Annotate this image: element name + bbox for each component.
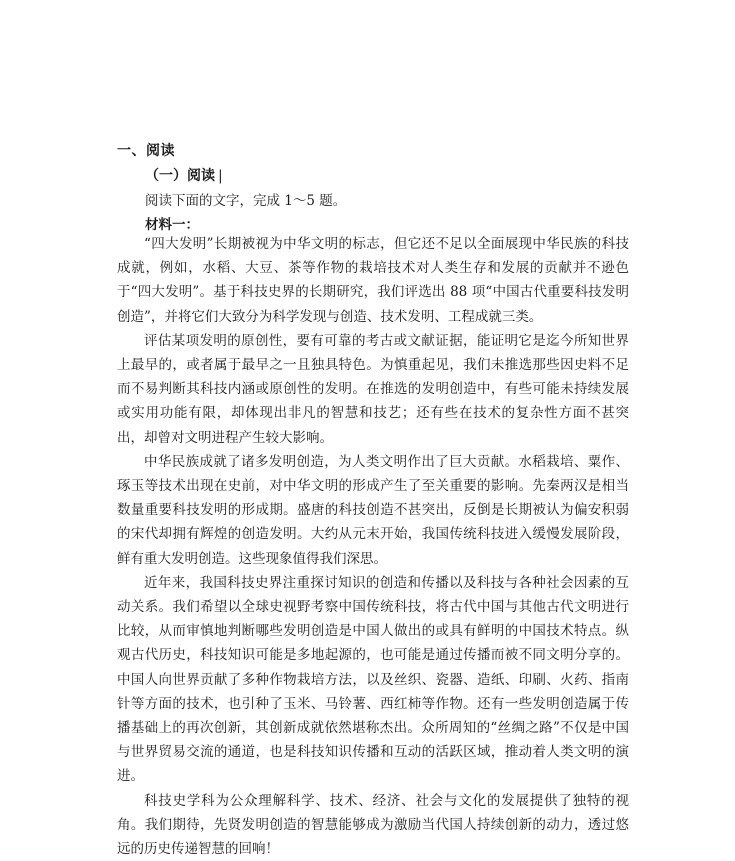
paragraph: 中华民族成就了诸多发明创造，为人类文明作出了巨大贡献。水稻栽培、粟作、琢玉等技术出现在史前，对中华文明的形成产生了至关重要的影响。先秦两汉是相当数量重要科技发明的形成期。盛唐的科技创造不甚突出，反倒是长期被认为偏安积弱的宋代却拥有辉煌的创造发明。大约从元末开始，我国传统科技进入缓慢发展阶段，鲜有重大发明创造。这些现象值得我们深思。 (117, 453, 629, 567)
subsection-title-text: （一）阅读 (145, 168, 215, 184)
paragraph: 近年来，我国科技史界注重探讨知识的创造和传播以及科技与各种社会因素的互动关系。我们希望以全球史视野考察中国传统科技，将古代中国与其他古代文明进行比较，从而审慎地判断哪些发明创造是中国人做出的或具有鲜明的中国技术特点。纵观古代历史，科技知识可能是多地起源的，也可能是通过传播而被不同文明分享的。中国人向世界贡献了多种作物栽培方法，以及丝织、瓷器、造纸、印刷、火药、指南针等方面的技术，也引种了玉米、马铃薯、西红柿等作物。还有一些发明创造属于传播基础上的再次创新，其创新成就依然堪称杰出。众所周知的“丝绸之路”不仅是中国与世界贸易交流的通道，也是科技知识传播和互动的活跃区域，推动着人类文明的演进。 (117, 574, 629, 785)
paragraph: 科技史学科为公众理解科学、技术、经济、社会与文化的发展提供了独特的视角。我们期待，先贤发明创造的智慧能够成为激励当代国人持续创新的动力，透过悠远的历史传递智慧的回响！ (117, 792, 629, 858)
section-title: 一、阅读 (117, 143, 175, 159)
paragraph: “四大发明”长期被视为中华文明的标志，但它还不足以全面展现中华民族的科技成就，例如，水稻、大豆、茶等作物的栽培技术对人类生存和发展的贡献并不逊色于“四大发明”。基于科技史界的长期研究，我们评选出 88 项“中国古代重要科技发明创造”，并将它们大致分为科学发现与创造、技术发明、工程成就三类。 (117, 236, 629, 325)
text-cursor: | (218, 168, 223, 184)
material-label: 材料一： (145, 217, 199, 233)
subsection-title (145, 165, 223, 185)
paragraph: 评估某项发明的原创性，要有可靠的考古或文献证据，能证明它是迄今所知世界上最早的，或者属于最早之一且独具特色。为慎重起见，我们未推选那些因史料不足而不易判断其科技内涵或原创性的发明。在推选的发明创造中，有些可能未持续发展或实用功能有限，却体现出非凡的智慧和技艺；还有些在技术的复杂性方面不甚突出，却曾对文明进程产生较大影响。 (117, 332, 629, 446)
reading-instruction: 阅读下面的文字，完成 1～5 题。 (145, 193, 347, 209)
material-body (117, 232, 629, 861)
